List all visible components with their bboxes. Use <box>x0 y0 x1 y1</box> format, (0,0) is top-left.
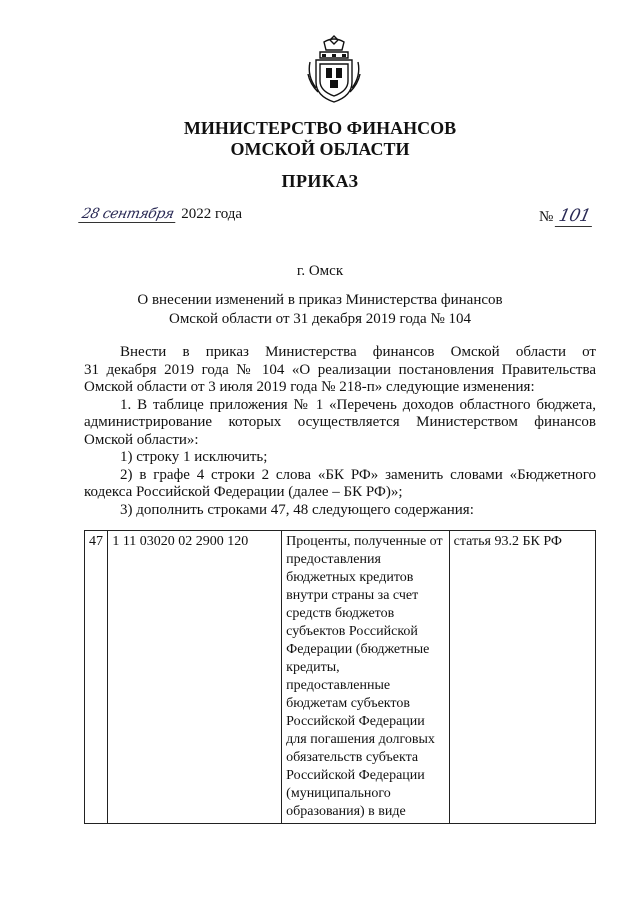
handwritten-number: 101 <box>555 206 596 227</box>
row-number-cell: 47 <box>85 531 108 824</box>
handwritten-date: 28 сентября <box>78 206 179 223</box>
item1-line3: Омской области»: <box>84 431 199 448</box>
city-name: г. Омск <box>296 263 344 279</box>
order-date <box>80 206 242 223</box>
table-row <box>85 531 596 824</box>
ministry-name-line2: ОМСКОЙ ОБЛАСТИ <box>230 139 410 159</box>
legal-basis-cell: статья 93.2 БК РФ <box>449 531 595 824</box>
sub-item-3: 3) дополнить строками 47, 48 следующего содержания: <box>120 501 474 518</box>
item1-line1: 1. В таблице приложения № 1 «Перечень доходов областного бюджета, <box>120 396 596 413</box>
intro-line3: Омской области от 3 июля 2019 года № 218-п» следующие изменения: <box>84 379 535 395</box>
sub-item-1: 1) строку 1 исключить; <box>120 449 268 465</box>
order-year: 2022 года <box>181 206 243 222</box>
subject-line2: Омской области от 31 декабря 2019 года № 104 <box>168 311 472 327</box>
subject-line1: О внесении изменений в приказ Министерства финансов <box>137 292 503 308</box>
item1-line2: администрирование которых осуществляется Министерством финансов <box>84 414 596 430</box>
intro-line2: 31 декабря 2019 года № 104 «О реализации постановления Правительства <box>84 361 596 378</box>
ministry-name-line1: МИНИСТЕРСТВО ФИНАНСОВ <box>183 118 457 138</box>
document-type-title: ПРИКАЗ <box>281 171 359 191</box>
order-subject <box>0 291 640 329</box>
sub-item-2-line2: кодекса Российской Федерации (далее – БК РФ)»; <box>84 484 403 500</box>
order-number <box>539 206 594 227</box>
income-code-cell: 1 11 03020 02 2900 120 <box>108 531 282 824</box>
coat-of-arms-emblem <box>306 34 362 104</box>
income-description-cell: Проценты, полученные от предоставления бюджетных кредитов внутри страны за счет средств бюджетов субъектов Российской Федерации (бюджетные кредиты, предоставленные бюджетам субъектов Российской Федерации для погашения долговых обязательств субъекта Российской Федерации (муниципального образования) в виде <box>282 531 450 824</box>
income-table <box>84 530 596 824</box>
number-sign: № <box>538 209 554 225</box>
order-body <box>84 344 596 519</box>
intro-line1: Внести в приказ Министерства финансов Омской области от <box>120 344 596 360</box>
sub-item-2-line1: 2) в графе 4 строки 2 слова «БК РФ» заменить словами «Бюджетного <box>120 466 596 483</box>
